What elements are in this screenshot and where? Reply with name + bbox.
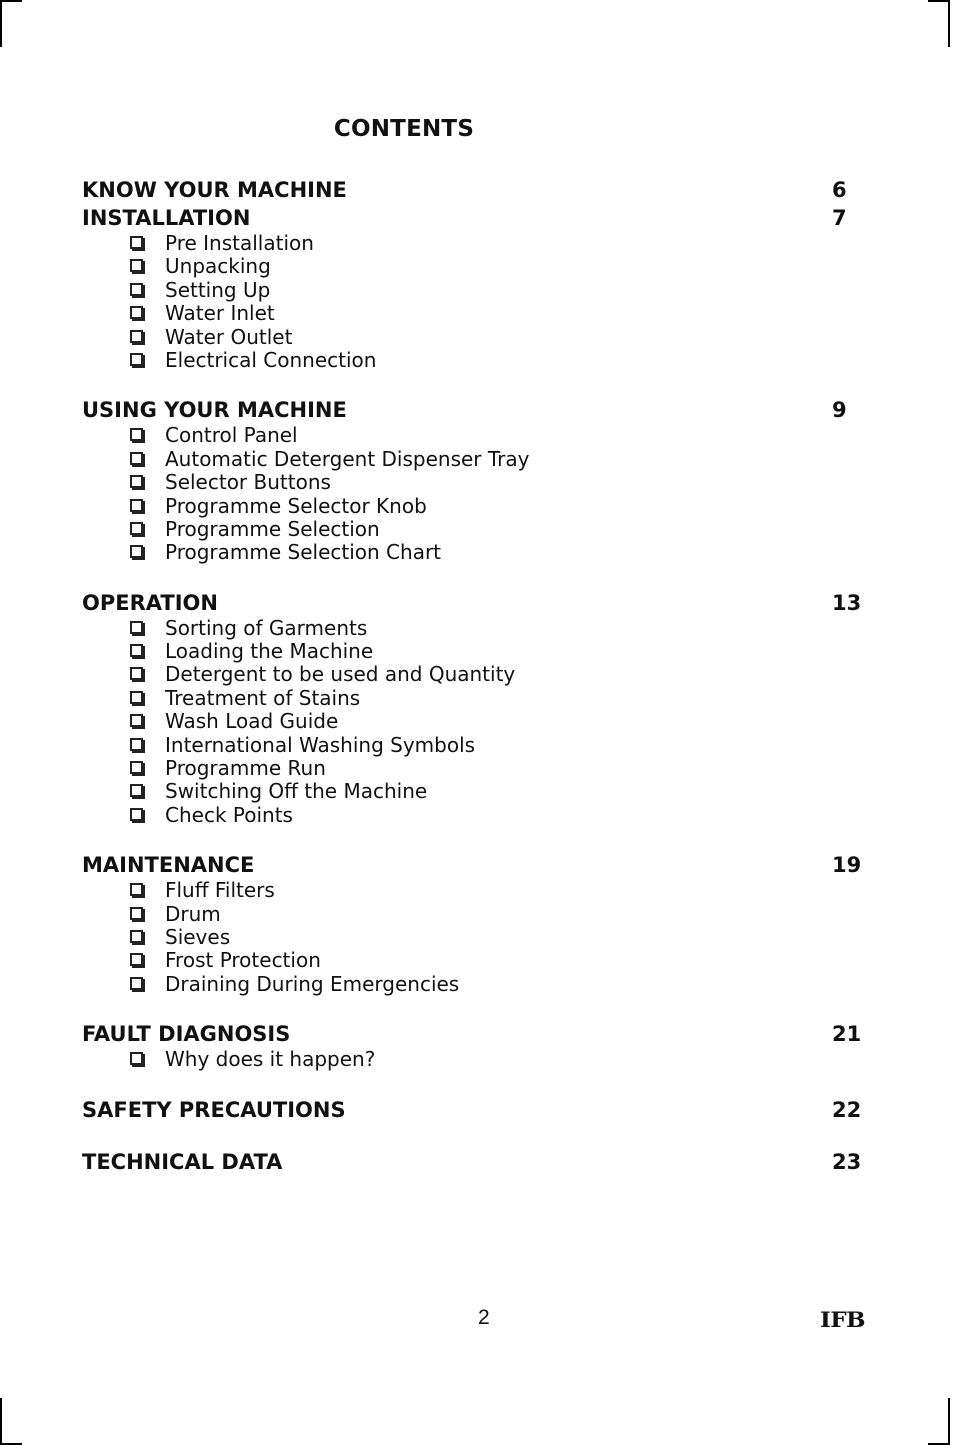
checkbox-bullet-icon (130, 621, 143, 634)
toc-item[interactable] (82, 255, 872, 278)
crop-mark (0, 0, 2, 47)
toc-heading-row[interactable] (82, 176, 872, 204)
checkbox-bullet-icon (130, 930, 143, 943)
toc-item[interactable] (82, 687, 872, 710)
toc-item-label: Loading the Machine (165, 639, 374, 664)
toc-item-label: Electrical Connection (165, 347, 377, 372)
toc-item-label: Sieves (165, 924, 231, 949)
toc-item-label: Check Points (165, 802, 293, 827)
toc-item[interactable] (82, 448, 872, 471)
toc-page-number: 23 (832, 1149, 862, 1174)
toc-item[interactable] (82, 926, 872, 949)
toc-item[interactable] (82, 617, 872, 640)
toc-item-label: Programme Selector Knob (165, 493, 427, 518)
toc-section (82, 851, 872, 996)
toc-heading: INSTALLATION (82, 206, 251, 230)
toc-item-label: Pre Installation (165, 231, 314, 255)
toc-item-list (82, 617, 872, 828)
checkbox-bullet-icon (130, 738, 143, 751)
toc-item[interactable] (82, 1048, 872, 1071)
toc-section (82, 589, 872, 828)
toc-item[interactable] (82, 424, 872, 447)
toc-section (82, 1148, 872, 1176)
toc-item-list (82, 232, 872, 372)
checkbox-bullet-icon (130, 236, 143, 249)
toc-page-number: 9 (832, 398, 847, 423)
checkbox-bullet-icon (130, 761, 143, 774)
toc-item-label: Control Panel (165, 423, 298, 448)
toc-section (82, 204, 872, 372)
toc-item[interactable] (82, 757, 872, 780)
toc-section (82, 1020, 872, 1071)
crop-mark (0, 0, 22, 2)
toc-heading: FAULT DIAGNOSIS (82, 1022, 291, 1047)
checkbox-bullet-icon (130, 475, 143, 488)
toc-item-label: Unpacking (165, 254, 271, 279)
toc-page-number: 7 (832, 206, 847, 230)
toc-heading-row[interactable] (82, 396, 872, 424)
checkbox-bullet-icon (130, 953, 143, 966)
toc-item-label: Frost Protection (165, 948, 321, 973)
toc-heading: MAINTENANCE (82, 853, 255, 878)
toc-item[interactable] (82, 471, 872, 494)
toc-item-label: Why does it happen? (165, 1047, 376, 1072)
checkbox-bullet-icon (130, 691, 143, 704)
toc-item-list (82, 424, 872, 564)
toc-heading-row[interactable] (82, 204, 872, 232)
toc-item[interactable] (82, 349, 872, 372)
toc-item[interactable] (82, 541, 872, 564)
toc-item[interactable] (82, 302, 872, 325)
toc-heading-row[interactable] (82, 851, 872, 879)
crop-mark (0, 1398, 2, 1445)
checkbox-bullet-icon (130, 452, 143, 465)
checkbox-bullet-icon (130, 714, 143, 727)
toc-item[interactable] (82, 518, 872, 541)
toc-item-label: Switching Off the Machine (165, 779, 428, 804)
toc-item-label: Programme Run (165, 756, 326, 781)
toc-page-number: 21 (832, 1022, 862, 1047)
toc-heading-row[interactable] (82, 589, 872, 617)
toc-item[interactable] (82, 279, 872, 302)
toc-page-number: 6 (832, 178, 847, 202)
toc-item-label: Water Inlet (165, 301, 275, 326)
checkbox-bullet-icon (130, 259, 143, 272)
checkbox-bullet-icon (130, 428, 143, 441)
toc-heading: USING YOUR MACHINE (82, 398, 347, 423)
toc-heading: SAFETY PRECAUTIONS (82, 1097, 346, 1122)
checkbox-bullet-icon (130, 306, 143, 319)
footer-page-number: 2 (478, 1306, 490, 1329)
toc-heading-row[interactable] (82, 1020, 872, 1048)
toc-item-label: Water Outlet (165, 324, 293, 349)
checkbox-bullet-icon (130, 545, 143, 558)
toc-item[interactable] (82, 903, 872, 926)
crop-mark (948, 1398, 950, 1445)
toc-item-label: Treatment of Stains (165, 685, 361, 710)
toc-item[interactable] (82, 663, 872, 686)
toc-item[interactable] (82, 640, 872, 663)
toc-page-number: 19 (832, 853, 862, 878)
checkbox-bullet-icon (130, 808, 143, 821)
checkbox-bullet-icon (130, 330, 143, 343)
toc-item[interactable] (82, 710, 872, 733)
toc-item-label: Sorting of Garments (165, 615, 368, 640)
toc-item-label: Automatic Detergent Dispenser Tray (165, 446, 530, 471)
checkbox-bullet-icon (130, 644, 143, 657)
toc-heading-row[interactable] (82, 1096, 872, 1124)
checkbox-bullet-icon (130, 977, 143, 990)
checkbox-bullet-icon (130, 784, 143, 797)
toc-item[interactable] (82, 973, 872, 996)
toc-item[interactable] (82, 326, 872, 349)
toc-item-label: Programme Selection Chart (165, 540, 442, 565)
toc-item-label: Programme Selection (165, 516, 380, 541)
crop-mark (928, 0, 950, 2)
checkbox-bullet-icon (130, 667, 143, 680)
checkbox-bullet-icon (130, 499, 143, 512)
toc-section (82, 1096, 872, 1124)
page-title: CONTENTS (333, 116, 475, 142)
toc-item-label: Drum (165, 901, 221, 926)
toc-section (82, 396, 872, 564)
checkbox-bullet-icon (130, 353, 143, 366)
toc-item-list (82, 1048, 872, 1071)
checkbox-bullet-icon (130, 522, 143, 535)
toc-page-number: 13 (832, 590, 862, 615)
toc-heading: KNOW YOUR MACHINE (82, 178, 347, 202)
toc-item-label: Detergent to be used and Quantity (165, 662, 516, 687)
toc-item-label: Fluff Filters (165, 878, 275, 903)
toc-page-number: 22 (832, 1097, 862, 1122)
table-of-contents (82, 176, 872, 1200)
checkbox-bullet-icon (130, 883, 143, 896)
toc-item[interactable] (82, 949, 872, 972)
toc-heading-row[interactable] (82, 1148, 872, 1176)
toc-item-label: Setting Up (165, 277, 271, 302)
toc-heading: TECHNICAL DATA (82, 1149, 283, 1174)
toc-heading: OPERATION (82, 590, 218, 615)
toc-item-label: International Washing Symbols (165, 732, 476, 757)
checkbox-bullet-icon (130, 1052, 143, 1065)
toc-item[interactable] (82, 879, 872, 902)
toc-item-label: Wash Load Guide (165, 709, 339, 734)
toc-item[interactable] (82, 804, 872, 827)
crop-mark (948, 0, 950, 47)
toc-item[interactable] (82, 232, 872, 255)
checkbox-bullet-icon (130, 283, 143, 296)
toc-item-list (82, 879, 872, 996)
toc-item[interactable] (82, 495, 872, 518)
brand-logo: IFB (819, 1307, 866, 1332)
toc-item-label: Selector Buttons (165, 470, 331, 495)
toc-item[interactable] (82, 734, 872, 757)
toc-item[interactable] (82, 780, 872, 803)
toc-section (82, 176, 872, 204)
checkbox-bullet-icon (130, 907, 143, 920)
toc-item-label: Draining During Emergencies (165, 971, 460, 996)
